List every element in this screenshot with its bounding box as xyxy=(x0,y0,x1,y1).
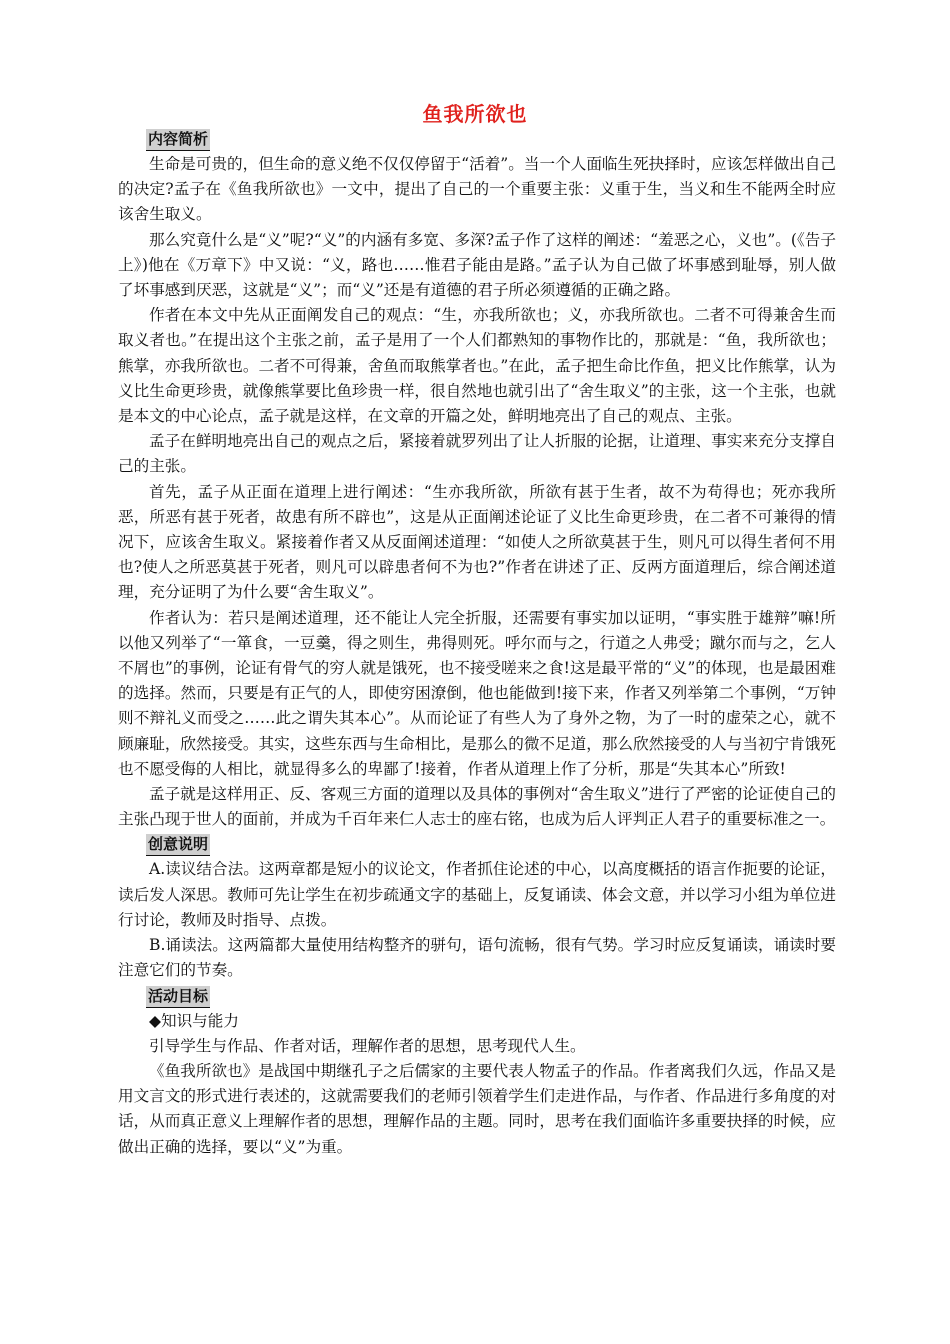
paragraph: 作者认为：若只是阐述道理，还不能让人完全折服，还需要有事实加以证明，“事实胜于雄辩”嘛!所以他又列举了“一箪食，一豆羹，得之则生，弗得则死。呼尔而与之，行道之人弗受；蹴尔而与之，乞人不屑也”的事例，论证有骨气的穷人就是饿死，也不接受嗟来之食!这是最平常的“义”的体现，也是最困难的选择。然而，只要是有正气的人，即使穷困潦倒，他也能做到!接下来，作者又列举第二个事例，“万钟则不辩礼义而受之……此之谓失其本心”。从而论证了有些人为了身外之物，为了一时的虚荣之心，就不顾廉耻，欣然接受。其实，这些东西与生命相比，是那么的微不足道，那么欣然接受的人与当初宁肯饿死也不愿受侮的人相比，就显得多么的卑鄙了!接着，作者从道理上作了分析，那是“失其本心”所致! xyxy=(118,608,836,778)
paragraph: 引导学生与作品、作者对话，理解作者的思想，思考现代人生。 xyxy=(149,1036,586,1055)
document-title: 鱼我所欲也 xyxy=(422,102,528,126)
paragraph: 首先，孟子从正面在道理上进行阐述：“生亦我所欲，所欲有甚于生者，故不为苟得也；死亦我所恶，所恶有甚于死者，故患有所不辟也”，这是从正面阐述论证了义比生命更珍贵，在二者不可兼得的情况下，应该舍生取义。紧接着作者又从反面阐述道理：“如使人之所欲莫甚于生，则凡可以得生者何不用也?使人之所恶莫甚于死者，则凡可以辟患者何不为也?”作者在讲述了正、反两方面道理后，综合阐述道理，充分证明了为什么要“舍生取义”。 xyxy=(118,482,836,602)
paragraph: 生命是可贵的，但生命的意义绝不仅仅停留于“活着”。当一个人面临生死抉择时，应该怎样做出自己的决定?孟子在《鱼我所欲也》一文中，提出了自己的一个重要主张：义重于生，当义和生不能两全时应该舍生取义。 xyxy=(118,155,836,224)
section-creative-notes xyxy=(118,832,836,857)
paragraph: 孟子就是这样用正、反、客观三方面的道理以及具体的事例对“舍生取义”进行了严密的论证使自己的主张凸现于世人的面前，并成为千百年来仁人志士的座右铭，也成为后人评判正人君子的重要标准之一。 xyxy=(118,785,836,829)
paragraph: 那么究竟什么是“义”呢?“义”的内涵有多宽、多深?孟子作了这样的阐述：“羞恶之心，义也”。(《告子上》)他在《万章下》中又说：“义，路也……惟君子能由是路。”孟子认为自己做了坏事感到耻辱，别人做了坏事感到厌恶，这就是“义”；而“义”还是有道德的君子所必须遵循的正确之路。 xyxy=(118,230,836,300)
section-content-analysis xyxy=(118,127,836,152)
bullet-subheading: ◆知识与能力 xyxy=(149,1011,239,1030)
paragraph: 《鱼我所欲也》是战国中期继孔子之后儒家的主要代表人物孟子的作品。作者离我们久远，作品又是用文言文的形式进行表述的，这就需要我们的老师引领着学生们走进作品，与作者、作品进行多角度的对话，从而真正意义上理解作者的思想，理解作品的主题。同时，思考在我们面临许多重要抉择的时候，应做出正确的选择，要以“义”为重。 xyxy=(118,1061,836,1156)
section-heading: 活动目标 xyxy=(146,986,210,1008)
section-activity-goals xyxy=(118,984,836,1009)
paragraph: A.读议结合法。这两章都是短小的议论文，作者抓住论述的中心，以高度概括的语言作扼要的论证，读后发人深思。教师可先让学生在初步疏通文字的基础上，反复诵读、体会文意，并以学习小组为单位进行讨论，教师及时指导、点拨。 xyxy=(118,860,836,929)
document-body xyxy=(118,127,836,1160)
paragraph: B.诵读法。这两篇都大量使用结构整齐的骈句，语句流畅，很有气势。学习时应反复诵读，诵读时要注意它们的节奏。 xyxy=(118,936,836,980)
paragraph: 作者在本文中先从正面阐发自己的观点：“生，亦我所欲也；义，亦我所欲也。二者不可得兼舍生而取义者也。”在提出这个主张之前，孟子是用了一个人们都熟知的事物作比的，那就是：“鱼，我所欲也；熊掌，亦我所欲也。二者不可得兼，舍鱼而取熊掌者也。”在此，孟子把生命比作鱼，把义比作熊掌，认为义比生命更珍贵，就像熊掌要比鱼珍贵一样，很自然地也就引出了“舍生取义”的主张，这一个主张，也就是本文的中心论点，孟子就是这样，在文章的开篇之处，鲜明地亮出了自己的观点、主张。 xyxy=(118,306,836,426)
section-heading: 内容简析 xyxy=(146,129,210,151)
paragraph: 孟子在鲜明地亮出自己的观点之后，紧接着就罗列出了让人折服的论据，让道理、事实来充分支撑自己的主张。 xyxy=(118,432,836,476)
section-heading: 创意说明 xyxy=(146,834,210,856)
